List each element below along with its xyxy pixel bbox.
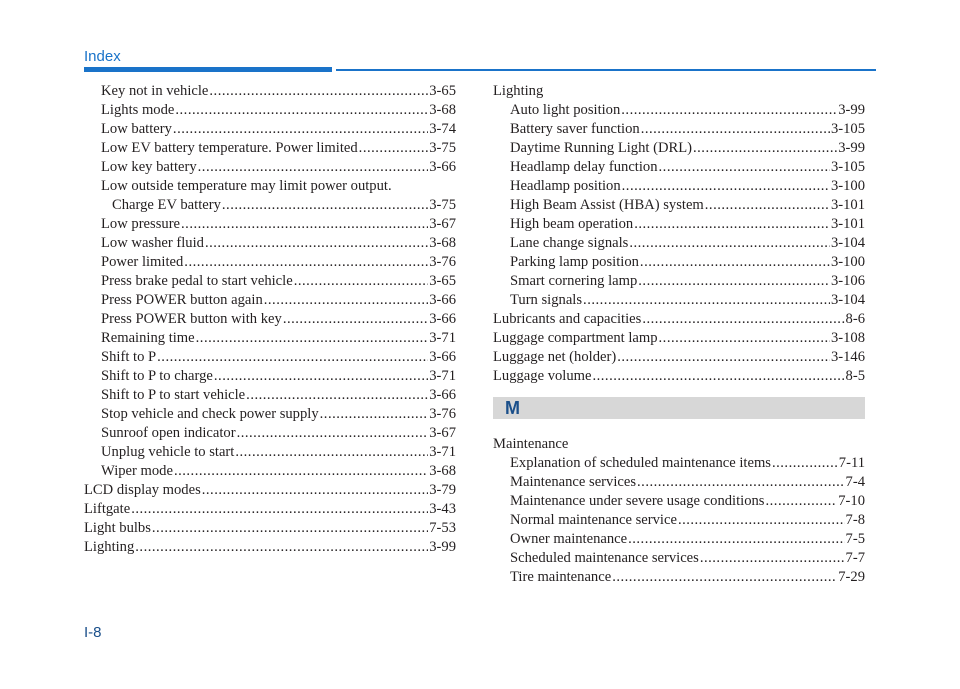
index-entry-term: Wiper mode — [101, 463, 173, 479]
dot-leader — [264, 291, 428, 310]
index-entry — [84, 500, 456, 519]
dot-leader — [629, 234, 830, 253]
index-entry-page: 3-68 — [429, 235, 456, 251]
index-entry-page: 7-11 — [838, 455, 865, 471]
index-entry — [493, 348, 865, 367]
index-entry — [84, 443, 456, 462]
index-entry-term: Scheduled maintenance services — [510, 550, 699, 566]
dot-leader — [175, 101, 428, 120]
index-entry-page: 3-79 — [429, 482, 456, 498]
index-entry-term: Charge EV battery — [112, 197, 221, 213]
index-entry — [84, 234, 456, 253]
index-entry-term: Normal maintenance service — [510, 512, 677, 528]
index-entry — [493, 234, 865, 253]
index-entry — [493, 120, 865, 139]
index-entry-page: 3-104 — [830, 292, 865, 308]
header-rule-thin — [336, 69, 876, 71]
index-entry — [493, 177, 865, 196]
dot-leader — [174, 462, 428, 481]
index-entry-term: Smart cornering lamp — [510, 273, 638, 289]
dot-leader — [196, 329, 429, 348]
dot-leader — [131, 500, 428, 519]
index-entry-term: Daytime Running Light (DRL) — [510, 140, 692, 156]
index-entry — [84, 386, 456, 405]
dot-leader — [612, 568, 837, 587]
dot-leader — [214, 367, 428, 386]
index-entry-term: Sunroof open indicator — [101, 425, 236, 441]
dot-leader — [157, 348, 428, 367]
index-entry — [493, 101, 865, 120]
section-letter: M — [505, 398, 520, 418]
index-entry-term: Maintenance services — [510, 474, 637, 490]
index-entry-term: Low washer fluid — [101, 235, 204, 251]
index-entry-page: 3-100 — [830, 178, 865, 194]
dot-leader — [235, 443, 428, 462]
index-entry — [84, 253, 456, 272]
index-entry — [84, 367, 456, 386]
index-entry-term: Press POWER button with key — [101, 311, 282, 327]
index-entry-term: Headlamp delay function — [510, 159, 658, 175]
index-heading: Maintenance — [493, 436, 569, 452]
index-entry-term: Turn signals — [510, 292, 583, 308]
index-entry-term: Low EV battery temperature. Power limited — [101, 140, 358, 156]
index-entry — [84, 196, 456, 215]
dot-leader — [659, 329, 830, 348]
dot-leader — [641, 120, 830, 139]
index-entry-page: 3-75 — [429, 197, 456, 213]
index-entry-term: Luggage net (holder) — [493, 349, 617, 365]
index-entry — [84, 215, 456, 234]
index-entry-term: Shift to P to charge — [101, 368, 213, 384]
dot-leader — [184, 253, 428, 272]
index-entry-page: 3-146 — [830, 349, 865, 365]
index-entry-term: Stop vehicle and check power supply — [101, 406, 319, 422]
index-entry — [493, 253, 865, 272]
dot-leader — [659, 158, 830, 177]
section-letter-bar — [493, 397, 865, 419]
index-entry-page: 3-43 — [429, 501, 456, 517]
index-entry-page: 7-4 — [845, 474, 865, 490]
index-entry-page: 3-65 — [429, 83, 456, 99]
index-entry-term: High Beam Assist (HBA) system — [510, 197, 704, 213]
index-entry — [493, 158, 865, 177]
index-entry-term: High beam operation — [510, 216, 634, 232]
index-entry — [493, 549, 865, 568]
index-entry — [84, 538, 456, 557]
index-entry — [493, 291, 865, 310]
index-entry-page: 3-100 — [830, 254, 865, 270]
index-entry — [493, 473, 865, 492]
dot-leader — [772, 454, 838, 473]
dot-leader — [634, 215, 830, 234]
index-entry-page: 3-71 — [429, 444, 456, 460]
index-entry-term: Battery saver function — [510, 121, 640, 137]
index-entry-term: Lane change signals — [510, 235, 629, 251]
index-entry-page: 3-67 — [429, 216, 456, 232]
dot-leader — [621, 101, 837, 120]
index-entry-page: 7-8 — [845, 512, 865, 528]
index-entry — [493, 367, 865, 386]
dot-leader — [700, 549, 845, 568]
index-entry-term: Low key battery — [101, 159, 197, 175]
index-entry-page: 3-101 — [830, 197, 865, 213]
index-entry-page: 7-7 — [845, 550, 865, 566]
index-entry-page: 3-66 — [429, 311, 456, 327]
index-entry-page: 7-10 — [838, 493, 865, 509]
index-entry — [493, 196, 865, 215]
index-entry-term: Unplug vehicle to start — [101, 444, 235, 460]
index-entry-page: 3-108 — [830, 330, 865, 346]
index-entry-term: Maintenance under severe usage conditions — [510, 493, 765, 509]
index-entry-term: Lubricants and capacities — [493, 311, 642, 327]
index-entry-term: Liftgate — [84, 501, 131, 517]
index-entry-page: 3-101 — [830, 216, 865, 232]
index-entry — [84, 120, 456, 139]
index-column-right — [493, 82, 865, 587]
dot-leader — [628, 530, 844, 549]
dot-leader — [766, 492, 838, 511]
index-entry-page: 3-105 — [830, 121, 865, 137]
dot-leader — [294, 272, 429, 291]
dot-leader — [638, 272, 830, 291]
dot-leader — [222, 196, 428, 215]
index-entry-term: Auto light position — [510, 102, 621, 118]
index-heading: Lighting — [493, 83, 544, 99]
index-entry-term: Headlamp position — [510, 178, 621, 194]
dot-leader — [640, 253, 830, 272]
index-entry — [84, 139, 456, 158]
index-entry — [493, 492, 865, 511]
dot-leader — [637, 473, 845, 492]
dot-leader — [678, 511, 845, 530]
index-entry-page: 3-99 — [429, 539, 456, 555]
index-entry — [84, 462, 456, 481]
index-entry-page: 3-67 — [429, 425, 456, 441]
index-entry-term: Lights mode — [101, 102, 175, 118]
page-header-title: Index — [84, 48, 121, 65]
index-entry-term: Explanation of scheduled maintenance items — [510, 455, 771, 471]
index-entry-term: Press brake pedal to start vehicle — [101, 273, 293, 289]
dot-leader — [237, 424, 429, 443]
index-entry-term: Low battery — [101, 121, 172, 137]
index-entry-page: 3-105 — [830, 159, 865, 175]
index-entry — [84, 481, 456, 500]
index-entry — [84, 519, 456, 538]
index-entry-page: 3-66 — [429, 387, 456, 403]
index-entry-term: Luggage compartment lamp — [493, 330, 658, 346]
index-entry — [84, 82, 456, 101]
index-entry-page: 8-5 — [845, 368, 865, 384]
dot-leader — [359, 139, 429, 158]
index-entry-term: Lighting — [84, 539, 135, 555]
index-entry-page: 7-5 — [845, 531, 865, 547]
index-entry — [493, 530, 865, 549]
dot-leader — [617, 348, 830, 367]
dot-leader — [705, 196, 830, 215]
dot-leader — [693, 139, 837, 158]
dot-leader — [583, 291, 830, 310]
index-entry-page: 3-106 — [830, 273, 865, 289]
index-entry-page: 3-104 — [830, 235, 865, 251]
index-entry — [84, 348, 456, 367]
index-entry-page: 3-66 — [429, 159, 456, 175]
index-entry — [84, 158, 456, 177]
index-entry — [84, 405, 456, 424]
header-rule-thick — [84, 67, 332, 72]
index-entry — [493, 329, 865, 348]
index-entry-term: Low pressure — [101, 216, 181, 232]
dot-leader — [202, 481, 428, 500]
index-entry — [84, 272, 456, 291]
index-entry — [493, 272, 865, 291]
dot-leader — [173, 120, 428, 139]
index-entry — [493, 215, 865, 234]
index-entry-term: Light bulbs — [84, 520, 151, 536]
index-entry-page: 3-99 — [838, 140, 865, 156]
index-entry-page: 3-74 — [429, 121, 456, 137]
index-entry-term: Key not in vehicle — [101, 83, 209, 99]
index-entry-term: Press POWER button again — [101, 292, 263, 308]
dot-leader — [152, 519, 428, 538]
index-entry-term: Shift to P — [101, 349, 157, 365]
dot-leader — [135, 538, 428, 557]
dot-leader — [642, 310, 844, 329]
dot-leader — [198, 158, 429, 177]
index-entry — [84, 329, 456, 348]
index-entry — [84, 424, 456, 443]
index-entry-page: 3-66 — [429, 349, 456, 365]
index-entry-page: 3-71 — [429, 368, 456, 384]
index-entry-term: Power limited — [101, 254, 184, 270]
index-entry-term: Luggage volume — [493, 368, 592, 384]
index-entry — [493, 568, 865, 587]
dot-leader — [246, 386, 428, 405]
index-entry-page: 3-76 — [429, 254, 456, 270]
index-entry — [84, 101, 456, 120]
dot-leader — [205, 234, 428, 253]
dot-leader — [622, 177, 830, 196]
index-entry — [493, 454, 865, 473]
index-entry-page: 3-99 — [838, 102, 865, 118]
index-entry-page: 3-75 — [429, 140, 456, 156]
index-entry-page: 7-29 — [838, 569, 865, 585]
index-entry-term: Parking lamp position — [510, 254, 639, 270]
index-entry-page: 3-68 — [429, 463, 456, 479]
index-entry-term: Shift to P to start vehicle — [101, 387, 246, 403]
dot-leader — [181, 215, 428, 234]
index-entry — [84, 310, 456, 329]
index-entry — [493, 310, 865, 329]
index-entry-term: Owner maintenance — [510, 531, 628, 547]
index-entry — [84, 291, 456, 310]
index-entry-term: Tire maintenance — [510, 569, 612, 585]
index-entry-page: 3-65 — [429, 273, 456, 289]
index-entry-term: LCD display modes — [84, 482, 201, 498]
index-entry-page: 3-68 — [429, 102, 456, 118]
index-heading: Low outside temperature may limit power output. — [101, 178, 392, 194]
dot-leader — [209, 82, 428, 101]
index-entry-page: 3-76 — [429, 406, 456, 422]
index-entry-page: 3-71 — [429, 330, 456, 346]
index-column-left — [84, 82, 456, 557]
index-entry-page: 8-6 — [845, 311, 865, 327]
dot-leader — [283, 310, 428, 329]
index-entry-page: 7-53 — [429, 520, 456, 536]
index-entry — [493, 139, 865, 158]
index-entry-page: 3-66 — [429, 292, 456, 308]
page-number: I-8 — [84, 624, 102, 641]
index-entry — [493, 511, 865, 530]
dot-leader — [592, 367, 844, 386]
dot-leader — [320, 405, 429, 424]
index-entry-term: Remaining time — [101, 330, 195, 346]
